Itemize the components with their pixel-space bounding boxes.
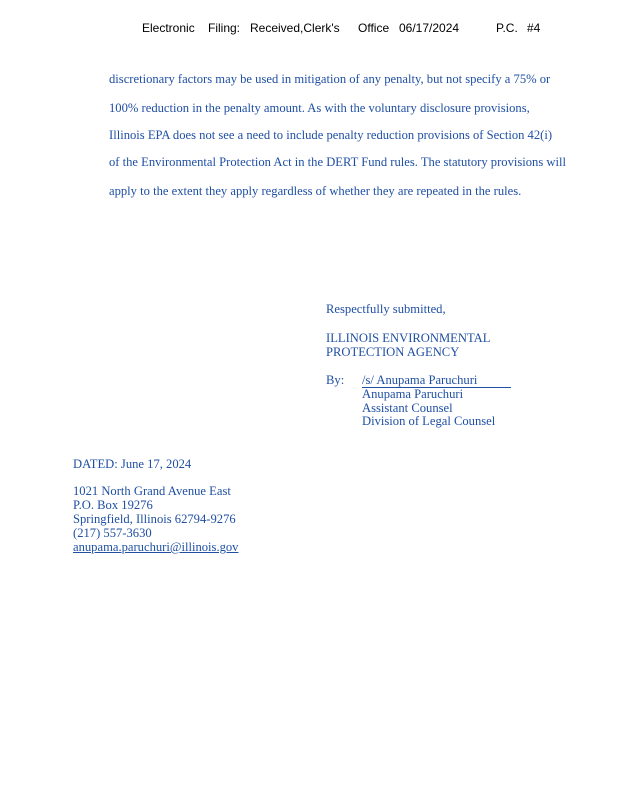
electronic-signature: /s/ Anupama Paruchuri (362, 373, 478, 387)
signer-name: Anupama Paruchuri (362, 387, 464, 401)
signer-division: Division of Legal Counsel (362, 414, 496, 428)
signature-underline (362, 373, 511, 388)
header-filing: Filing: (208, 21, 241, 35)
agency-name-line2: PROTECTION AGENCY (326, 345, 460, 359)
address-city: Springfield, Illinois 62794-9276 (73, 512, 236, 526)
header-received: Received,Clerk's (250, 21, 340, 35)
closing: Respectfully submitted, (326, 302, 446, 316)
header-office: Office (358, 21, 390, 35)
header-number: #4 (527, 21, 541, 35)
address-phone: (217) 557-3630 (73, 526, 152, 540)
dated-line: DATED: June 17, 2024 (73, 457, 192, 471)
header-pc: P.C. (496, 21, 518, 35)
agency-name-line1: ILLINOIS ENVIRONMENTAL (326, 331, 491, 345)
address-po-box: P.O. Box 19276 (73, 498, 153, 512)
body-line: of the Environmental Protection Act in the DERT Fund rules. The statutory provisions will (109, 155, 566, 169)
by-label: By: (326, 373, 345, 387)
email-link[interactable]: anupama.paruchuri@illinois.gov (73, 540, 239, 554)
body-line: apply to the extent they apply regardless of whether they are repeated in the rules. (109, 184, 522, 198)
signature-line (362, 373, 511, 388)
body-line: discretionary factors may be used in mitigation of any penalty, but not specify a 75% or (109, 72, 551, 86)
header-electronic: Electronic (142, 21, 195, 35)
address-street: 1021 North Grand Avenue East (73, 484, 231, 498)
body-line: 100% reduction in the penalty amount. As with the voluntary disclosure provisions, (109, 101, 530, 115)
filing-stamp-header (0, 21, 618, 37)
signer-title: Assistant Counsel (362, 401, 453, 415)
header-date: 06/17/2024 (399, 21, 460, 35)
body-line: Illinois EPA does not see a need to include penalty reduction provisions of Section 42(i) (109, 128, 553, 142)
